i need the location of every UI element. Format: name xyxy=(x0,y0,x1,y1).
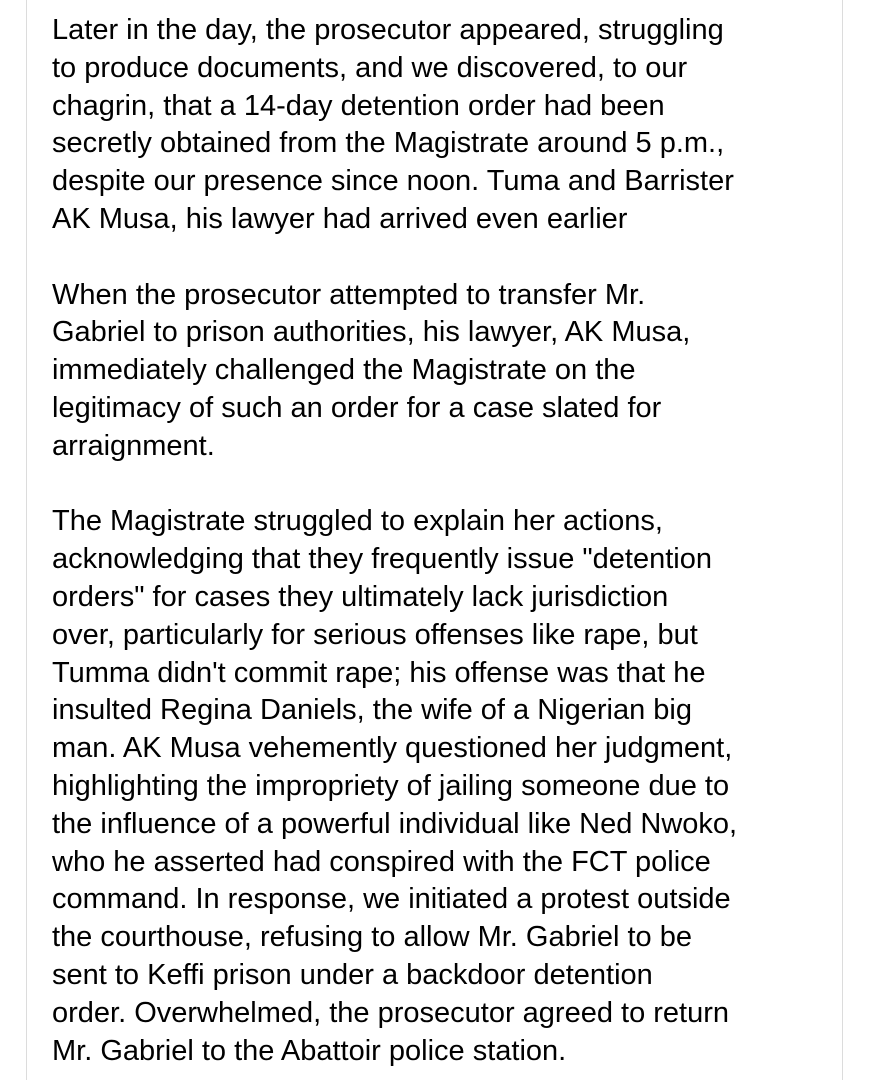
paragraph-transfer-challenge: When the prosecutor attempted to transfer Mr. Gabriel to prison authorities, his lawyer, AK Musa, immediately challenged the Magistrate on the legitimacy of such an order for a case slated for arraignment. xyxy=(52,278,691,462)
paragraph-magistrate-response: The Magistrate struggled to explain her actions, acknowledging that they frequently issue "detention orders" for cases they ultimately lack jurisdiction over, particularly for serious offenses like rape, but Tumma didn't commit rape; his offense was that he insulted Regina Daniels, the wife of a Nigerian big man. AK Musa vehemently questioned her judgment, highlighting the impropriety of jailing someone due to the influence of a powerful individual like Ned Nwoko, who he asserted had conspired with the FCT police command. In response, we initiated a protest outside the courthouse, refusing to allow Mr. Gabriel to be sent to Keffi prison under a backdoor detention order. Overwhelmed, the prosecutor agreed to return Mr. Gabriel to the Abattoir police station. xyxy=(52,505,738,1067)
left-border-line xyxy=(26,0,27,1080)
right-border-line xyxy=(842,0,843,1080)
paragraph-detention-order: Later in the day, the prosecutor appeared, struggling to produce documents, and we discovered, to our chagrin, that a 14-day detention order had been secretly obtained from the Magistrate around 5 p.m., despite our presence since noon. Tuma and Barrister AK Musa, his lawyer had arrived even earlier xyxy=(52,14,734,235)
post-body xyxy=(52,12,822,1070)
